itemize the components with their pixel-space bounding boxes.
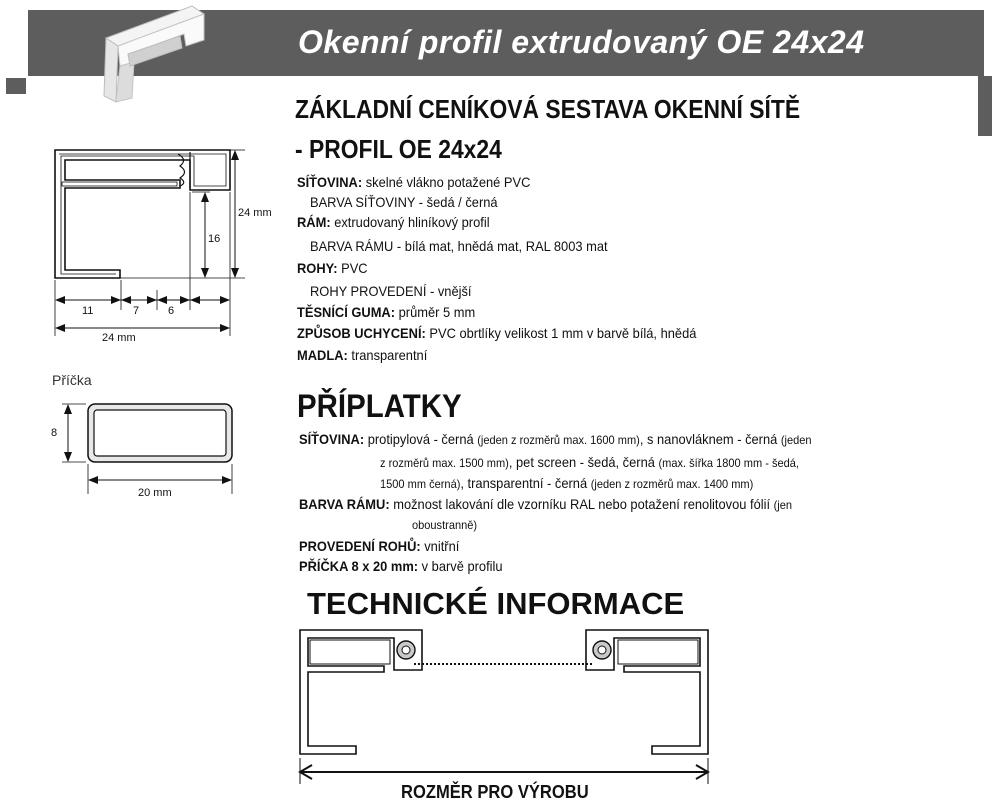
crossbar-label: Příčka — [52, 372, 92, 388]
surcharge-line: z rozměrů max. 1500 mm), pet screen - šedá, černá (max. šířka 1800 mm - šedá, — [380, 454, 799, 470]
profile-cross-section — [40, 140, 300, 350]
spec-line: ROHY PROVEDENÍ - vnější — [310, 283, 472, 299]
crossbar-dim-height: 8 — [51, 427, 58, 439]
dim-width-total: 24 mm — [102, 332, 136, 344]
spec-line: ROHY: PVC — [297, 260, 368, 276]
technical-drawing — [296, 626, 726, 786]
surcharge-line: PROVEDENÍ ROHŮ: vnitřní — [299, 538, 460, 554]
spec-line: MADLA: transparentní — [297, 347, 428, 363]
dim-w2: 7 — [133, 305, 140, 317]
profile-3d-logo — [76, 0, 206, 105]
dim-height-inner: 16 — [208, 233, 221, 245]
spec-line: SÍŤOVINA: skelné vlákno potažené PVC — [297, 174, 531, 190]
surcharge-line: 1500 mm černá), transparentní - černá (jeden z rozměrů max. 1400 mm) — [380, 475, 754, 491]
dim-height-total: 24 mm — [238, 207, 272, 219]
spec-line: RÁM: extrudovaný hliníkový profil — [297, 214, 490, 230]
profile-outline — [55, 150, 230, 278]
surcharges-heading: PŘÍPLATKY — [297, 388, 462, 424]
decor-bar — [978, 76, 992, 136]
dim-w3: 6 — [168, 305, 175, 317]
surcharge-line: BARVA RÁMU: možnost lakování dle vzorníku RAL nebo potažení renolitovou fólií (jen — [299, 496, 793, 512]
technical-heading: TECHNICKÉ INFORMACE — [307, 586, 685, 621]
main-heading: ZÁKLADNÍ CENÍKOVÁ SESTAVA OKENNÍ SÍTĚ — [295, 94, 801, 124]
main-heading-line2: - PROFIL OE 24x24 — [295, 134, 502, 164]
crossbar-dim-width: 20 mm — [138, 487, 172, 499]
surcharge-line: SÍŤOVINA: protipylová - černá (jeden z rozměrů max. 1600 mm), s nanovláknem - černá (jeden — [299, 431, 812, 447]
spec-line: TĚSNÍCÍ GUMA: průměr 5 mm — [297, 304, 476, 320]
dimension-label: ROZMĚR PRO VÝROBU — [401, 782, 589, 802]
crossbar-drawing — [48, 396, 248, 506]
page-title: Okenní profil extrudovaný OE 24x24 — [298, 24, 865, 60]
surcharge-line: oboustranně) — [412, 518, 478, 532]
spec-line: BARVA SÍŤOVINY - šedá / černá — [310, 194, 498, 210]
spec-line: BARVA RÁMU - bílá mat, hnědá mat, RAL 8003 mat — [310, 238, 608, 254]
dim-w1: 11 — [82, 305, 94, 317]
decor-square — [6, 78, 26, 94]
surcharge-line: PŘÍČKA 8 x 20 mm: v barvě profilu — [299, 558, 503, 574]
spec-line: ZPŮSOB UCHYCENÍ: PVC obrtlíky velikost 1 mm v barvě bílá, hnědá — [297, 325, 697, 341]
